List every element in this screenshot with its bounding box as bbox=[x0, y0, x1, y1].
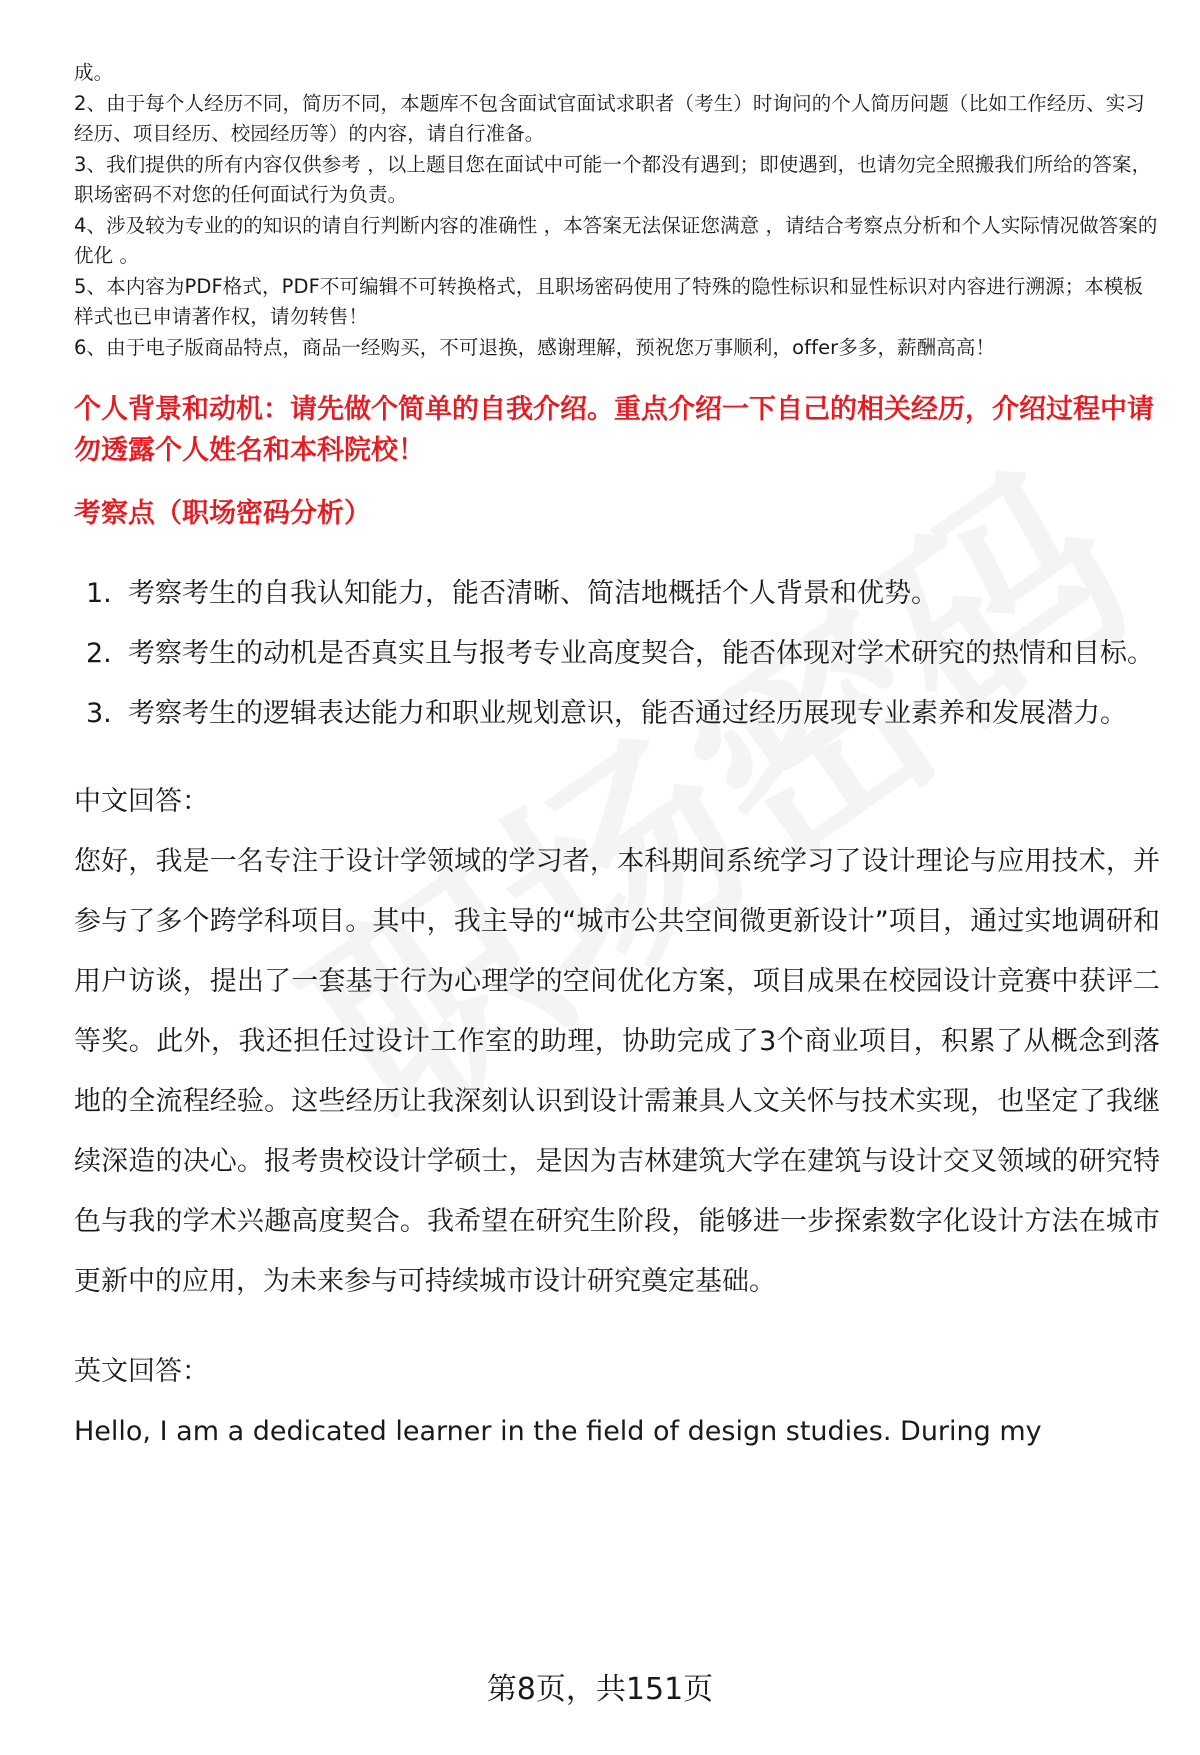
note-line: 成。 bbox=[74, 61, 114, 84]
page-number: 第8页，共151页 bbox=[486, 1672, 714, 1707]
english-answer-text: Hello, I am a dedicated learner in the field of design studies. During my bbox=[74, 1416, 1042, 1447]
note-line: 6、由于电子版商品特点，商品一经购买，不可退换，感谢理解，预祝您万事顺利，offer多多，薪酬高高！ bbox=[74, 335, 996, 359]
disclaimer-notes bbox=[74, 58, 1160, 363]
note-line: 4、涉及较为专业的的知识的请自行判断内容的准确性 ，本答案无法保证您满意 ，请结合考察点分析和个人实际情况做答案的优化 。 bbox=[74, 213, 1158, 267]
list-item-text: 考察考生的逻辑表达能力和职业规划意识，能否通过经历展现专业素养和发展潜力。 bbox=[128, 698, 1127, 729]
list-item-number: 1. bbox=[86, 578, 112, 609]
list-item-number: 3. bbox=[86, 698, 112, 729]
list-item-text: 考察考生的动机是否真实且与报考专业高度契合，能否体现对学术研究的热情和目标。 bbox=[128, 638, 1154, 669]
list-item bbox=[74, 624, 1160, 684]
page-content bbox=[74, 58, 1160, 1462]
chinese-answer-label: 中文回答： bbox=[74, 786, 209, 817]
question-heading: 个人背景和动机：请先做个简单的自我介绍。重点介绍一下自己的相关经历，介绍过程中请勿透露个人姓名和本科院校！ bbox=[74, 394, 1154, 466]
note-line: 2、由于每个人经历不同，简历不同，本题库不包含面试官面试求职者（考生）时询问的个人简历问题（比如工作经历、实习经历、项目经历、校园经历等）的内容，请自行准备。 bbox=[74, 91, 1145, 145]
keypoints-list bbox=[74, 564, 1160, 744]
list-item bbox=[74, 564, 1160, 624]
english-answer-label: 英文回答： bbox=[74, 1356, 209, 1387]
chinese-answer-text: 您好，我是一名专注于设计学领域的学习者，本科期间系统学习了设计理论与应用技术，并参与了多个跨学科项目。其中，我主导的“城市公共空间微更新设计”项目，通过实地调研和用户访谈，提出了一套基于行为心理学的空间优化方案，项目成果在校园设计竞赛中获评二等奖。此外，我还担任过设计工作室的助理，协助完成了3个商业项目，积累了从概念到落地的全流程经验。这些经历让我深刻认识到设计需兼具人文关怀与技术实现，也坚定了我继续深造的决心。报考贵校设计学硕士，是因为吉林建筑大学在建筑与设计交叉领域的研究特色与我的学术兴趣高度契合。我希望在研究生阶段，能够进一步探索数字化设计方法在城市更新中的应用，为未来参与可持续城市设计研究奠定基础。 bbox=[74, 846, 1160, 1297]
note-line: 5、本内容为PDF格式，PDF不可编辑不可转换格式，且职场密码使用了特殊的隐性标识和显性标识对内容进行溯源；本模板样式也已申请著作权，请勿转售！ bbox=[74, 274, 1144, 328]
keypoints-heading: 考察点（职场密码分析） bbox=[74, 498, 371, 529]
note-line: 3、我们提供的所有内容仅供参考 ，以上题目您在面试中可能一个都没有遇到；即使遇到，也请勿完全照搬我们所给的答案，职场密码不对您的任何面试行为负责。 bbox=[74, 152, 1152, 206]
list-item bbox=[74, 684, 1160, 744]
list-item-number: 2. bbox=[86, 638, 112, 669]
list-item-text: 考察考生的自我认知能力，能否清晰、简洁地概括个人背景和优势。 bbox=[128, 578, 938, 609]
